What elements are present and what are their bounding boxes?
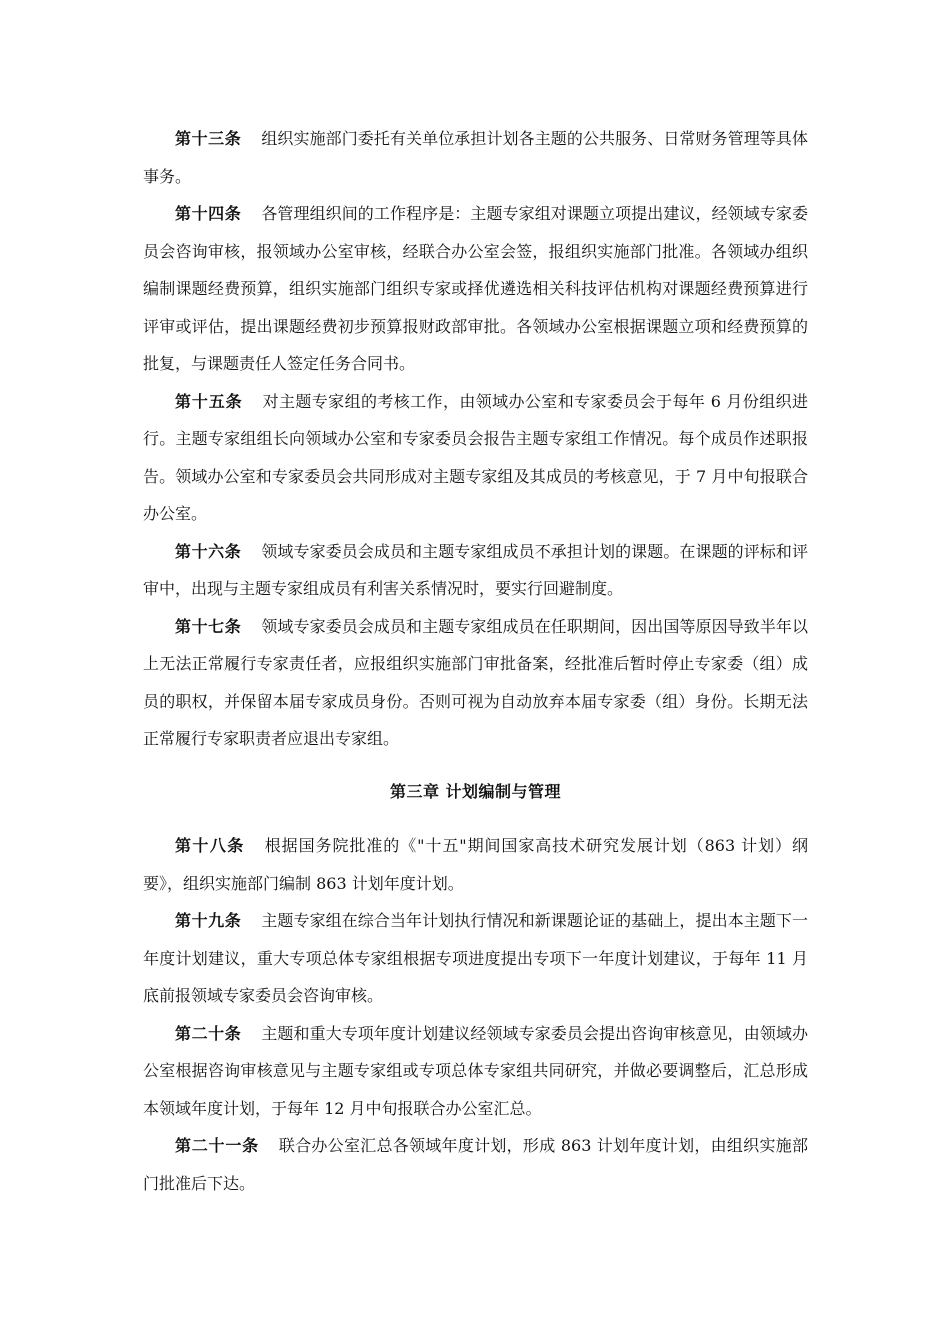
article-text: 组织实施部门委托有关单位承担计划各主题的公共服务、日常财务管理等具体事务。	[143, 129, 808, 186]
article-19	[143, 902, 808, 1015]
article-text: 领域专家委员会成员和主题专家组成员不承担计划的课题。在课题的评标和评审中，出现与主题专家组成员有利害关系情况时，要实行回避制度。	[143, 541, 808, 598]
chapter-heading: 第三章 计划编制与管理	[389, 781, 562, 801]
article-text: 联合办公室汇总各领域年度计划，形成 863 计划年度计划，由组织实施部门批准后下达。	[143, 1136, 808, 1193]
article-13	[143, 120, 808, 195]
article-label: 第十三条	[175, 129, 242, 148]
article-15	[143, 383, 808, 533]
article-17	[143, 608, 808, 758]
article-16	[143, 533, 808, 608]
article-label: 第十四条	[175, 204, 242, 223]
article-label: 第十五条	[175, 391, 243, 411]
article-label: 第十九条	[175, 911, 242, 930]
document-body	[143, 120, 808, 1202]
article-20	[143, 1015, 808, 1128]
article-text: 对主题专家组的考核工作，由领域办公室和专家委员会于每年 6 月份组织进行。主题专家组组长向领域办公室和专家委员会报告主题专家组工作情况。每个成员作述职报告。领域办公室和专家委员会共同形成对主题专家组及其成员的考核意见，于 7 月中旬报联合办公室。	[143, 391, 808, 523]
article-label: 第十七条	[175, 616, 242, 636]
article-text: 各管理组织间的工作程序是：主题专家组对课题立项提出建议，经领域专家委员会咨询审核，报领域办公室审核，经联合办公室会签，报组织实施部门批准。各领域办组织编制课题经费预算，组织实施部门组织专家或择优遴选相关科技评估机构对课题经费预算进行评审或评估，提出课题经费初步预算报财政部审批。各领域办公室根据课题立项和经费预算的批复，与课题责任人签定任务合同书。	[143, 204, 808, 373]
article-label: 第二十一条	[175, 1136, 259, 1155]
article-text: 主题专家组在综合当年计划执行情况和新课题论证的基础上，提出本主题下一年度计划建议，重大专项总体专家组根据专项进度提出专项下一年度计划建议，于每年 11 月底前报领域专家委员会咨询审核。	[143, 911, 808, 1005]
article-21	[143, 1127, 808, 1202]
article-label: 第二十条	[175, 1023, 242, 1043]
article-text: 根据国务院批准的《"十五"期间国家高技术研究发展计划（863 计划）纲要》，组织实施部门编制 863 计划年度计划。	[143, 836, 808, 893]
article-text: 领域专家委员会成员和主题专家组成员在任职期间，因出国等原因导致半年以上无法正常履行专家责任者，应报组织实施部门审批备案，经批准后暂时停止专家委（组）成员的职权，并保留本届专家成员身份。否则可视为自动放弃本届专家委（组）身份。长期无法正常履行专家职责者应退出专家组。	[143, 616, 808, 748]
article-label: 第十六条	[175, 541, 242, 561]
article-18	[143, 827, 808, 902]
article-text: 主题和重大专项年度计划建议经领域专家委员会提出咨询审核意见，由领域办公室根据咨询审核意见与主题专家组或专项总体专家组共同研究，并做必要调整后，汇总形成本领域年度计划，于每年 12 月中旬报联合办公室汇总。	[143, 1023, 808, 1118]
article-14	[143, 195, 808, 383]
article-label: 第十八条	[175, 836, 245, 855]
